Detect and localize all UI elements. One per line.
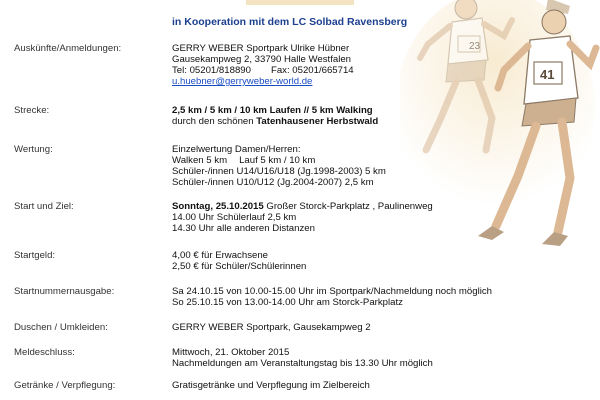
value-wertung: [172, 144, 386, 188]
value-start-ziel: [172, 201, 433, 234]
showers-location: GERRY WEBER Sportpark, Gausekampweg 2: [172, 322, 371, 333]
label-start-ziel: Start und Ziel:: [14, 201, 74, 212]
scoring-adult-categories: [172, 155, 386, 166]
scoring-walk: Walken 5 km: [172, 155, 228, 166]
label-startnummer: Startnummernausgabe:: [14, 286, 115, 297]
value-auskuenfte: [172, 43, 354, 87]
runner-back-bib: 23: [469, 41, 481, 52]
label-getraenke: Getränke / Verpflegung:: [14, 380, 116, 391]
event-date: Sonntag, 25.10.2015: [172, 201, 264, 212]
route-forest: Tatenhausener Herbstwald: [256, 116, 379, 127]
value-getraenke: [172, 380, 370, 391]
runners-illustration: [400, 0, 600, 400]
cooperation-headline: in Kooperation mit dem LC Solbad Ravensberg: [172, 16, 408, 28]
route-prefix: durch den schönen: [172, 116, 257, 127]
scoring-youth-older: Schüler-/innen U14/U16/U18 (Jg.1998-2003) 5 km: [172, 166, 386, 177]
organizer-phone-fax: [172, 65, 354, 76]
label-meldeschluss: Meldeschluss:: [14, 347, 75, 358]
header-banner-strip: [246, 0, 354, 5]
value-startgeld: [172, 250, 306, 272]
label-startgeld: Startgeld:: [14, 250, 56, 261]
start-time-schueler: 14.00 Uhr Schülerlauf 2,5 km: [172, 212, 297, 223]
label-duschen: Duschen / Umkleiden:: [14, 322, 108, 333]
event-date-location: [172, 201, 433, 212]
bib-pickup-sunday: So 25.10.15 von 13.00-14.00 Uhr am Storck-Parkplatz: [172, 297, 403, 308]
fee-adults: 4,00 € für Erwachsene: [172, 250, 268, 261]
organizer-address: Gausekampweg 2, 33790 Halle Westfalen: [172, 54, 352, 65]
scoring-run: Lauf 5 km / 10 km: [239, 155, 316, 166]
event-location: Großer Storck-Parkplatz , Paulinenweg: [263, 201, 433, 212]
label-strecke: Strecke:: [14, 105, 50, 116]
bib-pickup-saturday: Sa 24.10.15 von 10.00-15.00 Uhr im Sportpark/Nachmeldung noch möglich: [172, 286, 492, 297]
value-meldeschluss: [172, 347, 433, 369]
start-time-others: 14.30 Uhr alle anderen Distanzen: [172, 223, 315, 234]
refreshments: Gratisgetränke und Verpflegung im Zielbereich: [172, 380, 370, 391]
scoring-youth-younger: Schüler-/innen U10/U12 (Jg.2004-2007) 2,5 km: [172, 177, 374, 188]
scoring-individual: Einzelwertung Damen/Herren:: [172, 144, 301, 155]
distances: 2,5 km / 5 km / 10 km Laufen // 5 km Walking: [172, 105, 373, 116]
organizer-email-link[interactable]: u.huebner@gerryweber-world.de: [172, 76, 313, 87]
organizer-fax: Fax: 05201/665714: [270, 65, 354, 76]
value-strecke: [172, 105, 378, 127]
label-wertung: Wertung:: [14, 144, 53, 155]
runner-front-bib: 41: [540, 67, 555, 82]
value-duschen: [172, 322, 371, 333]
registration-deadline: Mittwoch, 21. Oktober 2015: [172, 347, 290, 358]
value-startnummer: [172, 286, 492, 308]
fee-students: 2,50 € für Schüler/Schülerinnen: [172, 261, 307, 272]
label-auskuenfte: Auskünfte/Anmeldungen:: [14, 43, 122, 54]
late-registration: Nachmeldungen am Veranstaltungstag bis 13.30 Uhr möglich: [172, 358, 433, 369]
organizer-name: GERRY WEBER Sportpark Ulrike Hübner: [172, 43, 350, 54]
route-description: [172, 116, 378, 127]
organizer-phone: Tel: 05201/818890: [172, 65, 251, 76]
